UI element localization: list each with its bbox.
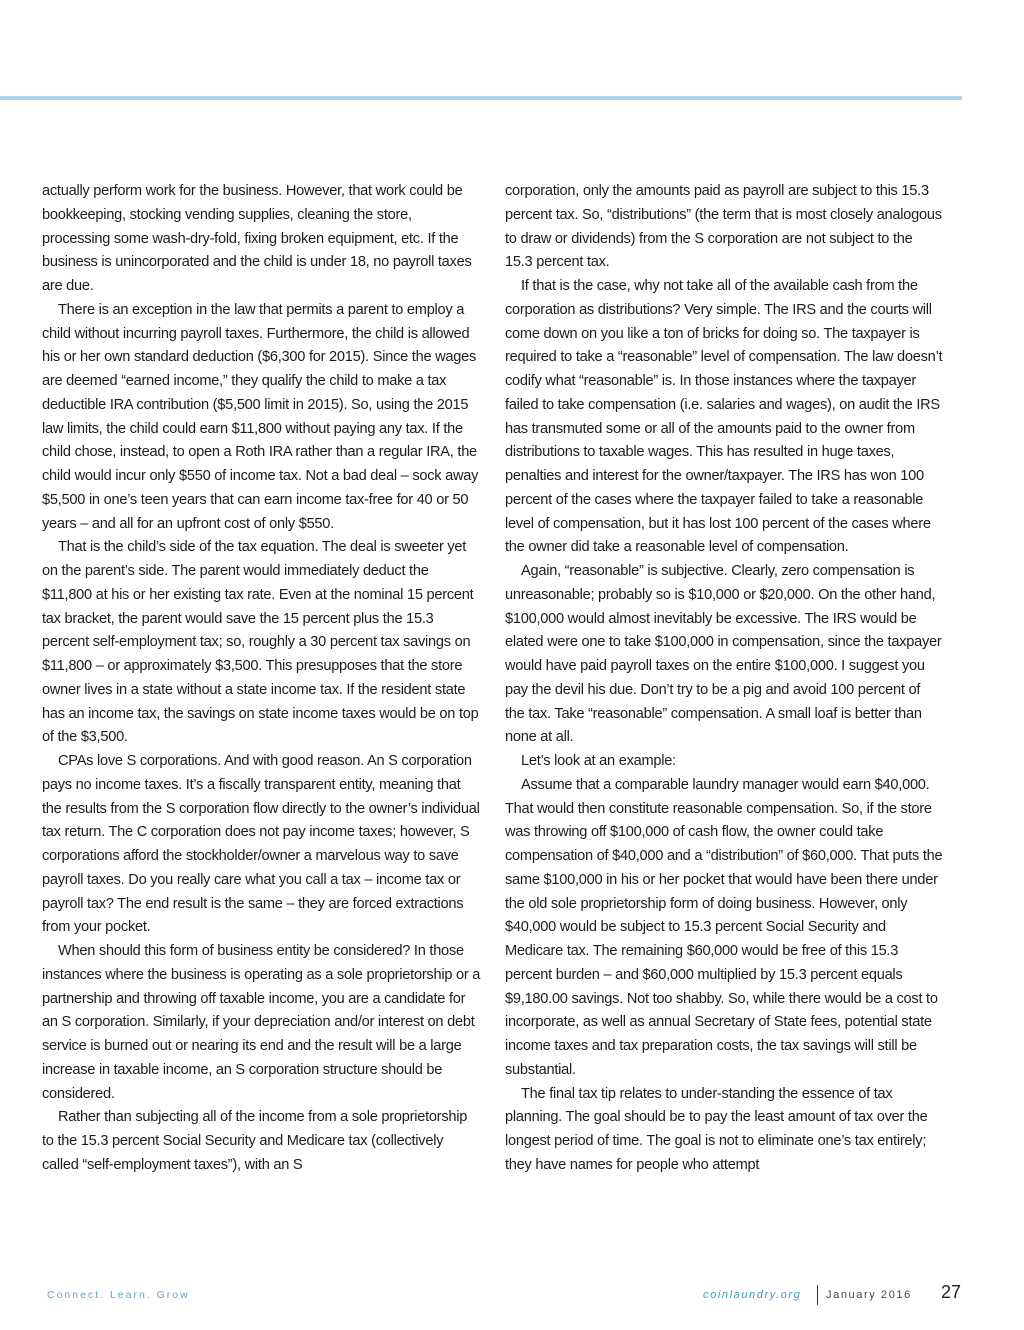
footer-site-link[interactable]: coinlaundry.org xyxy=(703,1289,802,1301)
paragraph: Rather than subjecting all of the income from a sole proprietorship to the 15.3 percent Social Security and Medicare tax (collectively called “self-employment taxes”), with an S xyxy=(42,1109,468,1173)
footer-divider xyxy=(817,1285,818,1305)
paragraph: Assume that a comparable laundry manager would earn $40,000. That would then constitute reasonable compensation. So, if the store was throwing off $100,000 of cash flow, the owner could take compensation of $40,000 and a “distribution” of $60,000. That puts the same $100,000 in his or her pocket that would have been there under the old sole proprietorship form of doing business. However, only $40,000 would be subject to 15.3 percent Social Security and Medicare tax. The remaining $60,000 would be free of this 15.3 percent burden – and $60,000 multiplied by 15.3 percent equals $9,180.00 savings. Not too shabby. So, while there would be a cost to incorporate, as well as annual Secretary of State fees, potential state income taxes and tax preparation costs, the tax savings will still be substantial. xyxy=(505,776,943,1078)
footer-tagline: Connect. Learn. Grow xyxy=(47,1289,190,1301)
page-footer xyxy=(0,1284,1024,1308)
paragraph: corporation, only the amounts paid as payroll are subject to this 15.3 percent tax. So, “distributions” (the term that is most closely analogous to draw or dividends) from the S corporation are not subject to the 15.3 percent tax. xyxy=(505,183,942,271)
paragraph: If that is the case, why not take all of the available cash from the corporation as distributions? Very simple. The IRS and the courts will come down on you like a ton of bricks for doing so. The taxpayer is required to take a “reasonable” level of compensation. The law doesn’t codify what “reasonable” is. In those instances where the taxpayer failed to take compensation (i.e. salaries and wages), on audit the IRS has transmuted some or all of the amounts paid to the owner from distributions to taxable wages. This has resulted in huge taxes, penalties and interest for the owner/taxpayer. The IRS has won 100 percent of the cases where the taxpayer failed to take a reasonable level of compensation, but it has lost 100 percent of the cases where the owner did take a reasonable level of compensation. xyxy=(505,278,943,556)
header-rule xyxy=(0,96,962,100)
paragraph: CPAs love S corporations. And with good reason. An S corporation pays no income taxes. It’s a fiscally transparent entity, meaning that the results from the S corporation flow directly to the owner’s individual tax return. The C corporation does not pay income taxes; however, S corporations afford the stockholder/owner a marvelous way to save payroll taxes. Do you really care what you call a tax – income tax or payroll tax? The end result is the same – they are forced extractions from your pocket. xyxy=(42,753,480,936)
paragraph: Again, “reasonable” is subjective. Clearly, zero compensation is unreasonable; probably so is $10,000 or $20,000. On the other hand, $100,000 would almost inevitably be excessive. The IRS would be elated were one to take $100,000 in compensation, since the taxpayer would have paid payroll taxes on the entire $100,000. I suggest you pay the devil his due. Don’t try to be a pig and avoid 100 percent of the tax. Take “reasonable” compensation. A small loaf is better than none at all. xyxy=(505,563,942,746)
paragraph: There is an exception in the law that permits a parent to employ a child without incurring payroll taxes. Furthermore, the child is allowed his or her own standard deduction ($6,300 for 2015). Since the wages are deemed “earned income,” they qualify the child to make a tax deductible IRA contribution ($5,500 limit in 2015). So, using the 2015 law limits, the child could earn $11,800 without paying any tax. If the child chose, instead, to open a Roth IRA rather than a regular IRA, the child would incur only $550 of income tax. Not a bad deal – sock away $5,500 in one’s teen years that can earn income tax-free for 40 or 50 years – and all for an upfront cost of only $550. xyxy=(42,301,479,532)
page-number: 27 xyxy=(941,1282,962,1302)
paragraph: The final tax tip relates to under-standing the essence of tax planning. The goal should be to pay the least amount of tax over the longest period of time. The goal is not to eliminate one’s tax entirely; they have names for people who attempt xyxy=(505,1085,928,1173)
paragraph: actually perform work for the business. However, that work could be bookkeeping, stocking vending supplies, cleaning the store, processing some wash-dry-fold, fixing broken equipment, etc. If the business is unincorporated and the child is under 18, no payroll taxes are due. xyxy=(42,183,472,294)
paragraph: When should this form of business entity be considered? In those instances where the business is operating as a sole proprietorship or a partnership and throwing off taxable income, you are a candidate for an S corporation. Similarly, if your depreciation and/or interest on debt service is burned out or nearing its end and the result will be a large increase in taxable income, an S corporation structure should be considered. xyxy=(42,943,481,1102)
article-column-right xyxy=(505,180,943,1178)
paragraph: Let’s look at an example: xyxy=(521,753,676,769)
footer-issue-date: January 2016 xyxy=(826,1289,912,1301)
article-column-left xyxy=(42,180,482,1178)
paragraph: That is the child’s side of the tax equation. The deal is sweeter yet on the parent’s side. The parent would immediately deduct the $11,800 at his or her existing tax rate. Even at the nominal 15 percent tax bracket, the parent would save the 15 percent plus the 15.3 percent self-employment tax; so, roughly a 30 percent tax savings on $11,800 – or approximately $3,500. This presupposes that the store owner lives in a state without a state income tax. If the resident state has an income tax, the savings on state income taxes would be on top of the $3,500. xyxy=(42,539,479,746)
